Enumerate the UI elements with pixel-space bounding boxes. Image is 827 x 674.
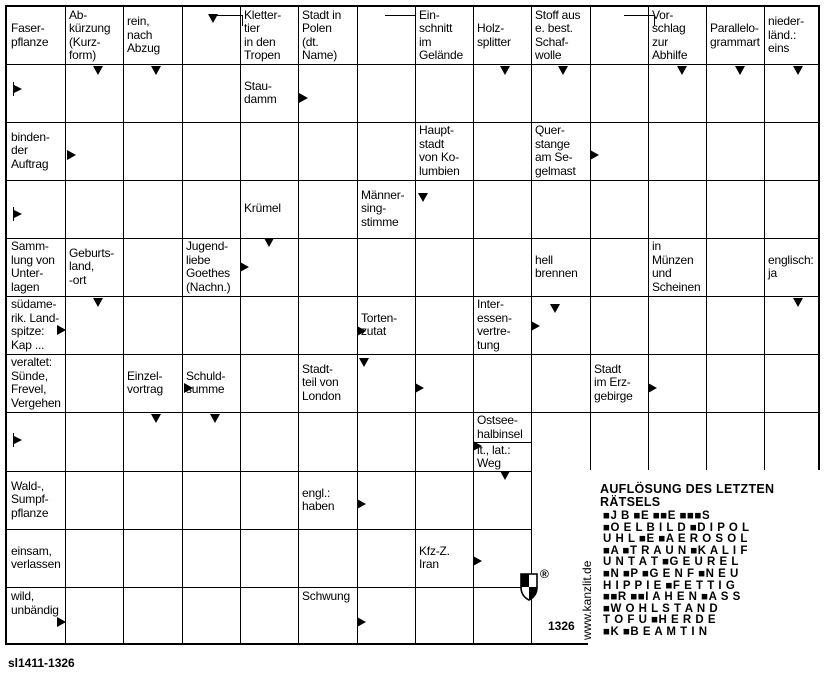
solution-row: ■W O H L S T A N D xyxy=(603,602,719,615)
down-arrow-icon xyxy=(151,414,161,423)
clue-geburtsland: Geburts- land, -ort xyxy=(69,245,115,287)
down-arrow-icon xyxy=(418,193,428,202)
clue-stoff-aus-wolle: Stoff aus e. best. Schaf- wolle xyxy=(535,8,581,62)
down-arrow-icon xyxy=(93,298,103,307)
down-arrow-icon xyxy=(210,414,220,423)
clue-faserpflanze: Faser- pflanze xyxy=(11,21,49,49)
right-arrow-icon xyxy=(531,321,540,331)
right-arrow-icon xyxy=(648,383,657,393)
grid-hline xyxy=(7,587,532,588)
clue-stadt-in-polen: Stadt in Polen (dt. Name) xyxy=(302,8,342,62)
right-arrow-icon xyxy=(67,150,76,160)
flag-arrow-icon xyxy=(14,85,22,93)
right-arrow-icon xyxy=(57,617,66,627)
right-arrow-icon xyxy=(357,499,366,509)
arrow-connector xyxy=(624,15,655,26)
right-arrow-icon xyxy=(299,93,308,103)
clue-schwung: Schwung xyxy=(302,589,350,603)
footer-id: sl1411-1326 xyxy=(8,656,75,670)
clue-bindender-auftrag: binden- der Auftrag xyxy=(11,129,50,171)
clue-engl-haben: engl.: haben xyxy=(302,485,335,513)
clue-jugendliebe-goethes: Jugend- liebe Goethes (Nachn.) xyxy=(186,239,231,294)
grid-vline xyxy=(182,7,183,643)
registered-mark: ® xyxy=(540,567,549,581)
right-arrow-icon xyxy=(590,150,599,160)
right-arrow-icon xyxy=(473,441,482,451)
solution-title: AUFLÖSUNG DES LETZTEN RÄTSELS xyxy=(600,482,775,509)
solution-row: ■N ■P ■G E N F ■N E U xyxy=(603,568,739,580)
clue-weg-latein: it., lat.: Weg xyxy=(477,442,511,470)
clue-hell-brennen: hell brennen xyxy=(535,252,578,280)
clue-maennersingstimme: Männer- sing- stimme xyxy=(361,187,405,229)
right-arrow-icon xyxy=(57,325,66,335)
down-arrow-icon xyxy=(151,66,161,75)
solution-row: T O F U ■H E R D E xyxy=(603,614,717,627)
clue-abkuerzung: Ab- kürzung (Kurz- form) xyxy=(69,8,111,62)
puzzle-number: 1326 xyxy=(548,619,575,633)
down-arrow-icon xyxy=(677,66,687,75)
website-link[interactable]: www.kanzlit.de xyxy=(580,560,594,640)
solution-row: H I P P I E ■F E T T I G xyxy=(603,579,736,592)
clue-staudamm: Stau- damm xyxy=(244,78,277,106)
clue-klettertier: Kletter- tier in den Tropen xyxy=(244,8,282,62)
right-arrow-icon xyxy=(357,617,366,627)
down-arrow-icon xyxy=(359,358,369,367)
solution-row: ■A ■T R A U N ■K A L I F xyxy=(603,544,748,557)
clue-schuldsumme: Schuld- summe xyxy=(186,368,226,396)
right-arrow-icon xyxy=(240,262,249,272)
grid-hline xyxy=(7,64,818,65)
clue-hauptstadt-kolumbien: Haupt- stadt von Ko- lumbien xyxy=(419,123,460,178)
heraldic-shield-icon xyxy=(520,573,538,601)
clue-stadt-erzgebirge: Stadt im Erz- gebirge xyxy=(594,361,633,403)
solution-row: ■■R ■■I A H E N ■A S S xyxy=(603,591,741,604)
clue-kfz-iran: Kfz-Z. Iran xyxy=(419,543,450,571)
solution-row: ■O E L B I L D ■D I P O L xyxy=(603,521,750,534)
arrow-connector xyxy=(212,15,243,26)
right-arrow-icon xyxy=(473,556,482,566)
solution-row: U N T A T ■G E U R E L xyxy=(603,556,739,569)
clue-holzsplitter: Holz- splitter xyxy=(477,21,511,49)
clue-kap: südame- rik. Land- spitze: Kap ... xyxy=(11,297,60,352)
clue-sammlung: Samm- lung von Unter- lagen xyxy=(11,239,55,294)
clue-interessenvertretung: Inter- essen- vertre- tung xyxy=(477,297,512,352)
clue-einschnitt: Ein- schnitt im Gelände xyxy=(419,8,463,62)
grid-hline xyxy=(7,122,818,123)
down-arrow-icon xyxy=(550,304,560,313)
solution-row: ■K ■B E A M T I N xyxy=(603,626,708,638)
down-arrow-icon xyxy=(500,471,510,480)
down-arrow-icon xyxy=(93,66,103,75)
clue-suende: veraltet: Sünde, Frevel, Vergehen xyxy=(11,355,61,410)
down-arrow-icon xyxy=(500,66,510,75)
clue-in-muenzen: in Münzen und Scheinen xyxy=(652,239,701,294)
clue-wald-sumpfpflanze: Wald-, Sumpf- pflanze xyxy=(11,478,49,520)
right-arrow-icon xyxy=(415,383,424,393)
down-arrow-icon xyxy=(735,66,745,75)
clue-stadtteil-london: Stadt- teil von London xyxy=(302,361,341,403)
right-arrow-icon xyxy=(184,383,193,393)
clue-rein-nach-abzug: rein, nach Abzug xyxy=(127,14,161,56)
solution-panel xyxy=(588,470,820,645)
clue-einsam: einsam, verlassen xyxy=(11,543,61,571)
clue-tortenzutat: Torten- zutat xyxy=(361,310,397,338)
grid-vline xyxy=(706,7,707,471)
grid-vline xyxy=(123,7,124,643)
down-arrow-icon xyxy=(793,298,803,307)
clue-parallelogramm: Parallelo- grammart xyxy=(710,21,760,49)
grid-hline xyxy=(7,471,532,472)
arrow-connector xyxy=(385,15,416,26)
clue-englisch-ja: englisch: ja xyxy=(768,252,814,280)
clue-wild: wild, unbändig xyxy=(11,589,59,617)
down-arrow-icon xyxy=(793,66,803,75)
solution-row: U H L ■E ■A E R O S O L xyxy=(603,533,748,546)
clue-querstange: Quer- stange am Se- gelmast xyxy=(535,123,576,178)
solution-row: ■J B ■E ■■E ■■■S xyxy=(603,510,711,522)
flag-arrow-icon xyxy=(14,436,22,444)
clue-ostseehalbinsel: Ostsee- halbinsel xyxy=(477,413,523,441)
clue-vorschlag: Vor- schlag zur Abhilfe xyxy=(652,8,688,62)
clue-niederlaendisch-eins: nieder- länd.: eins xyxy=(768,14,804,56)
clue-kruemel: Krümel xyxy=(244,201,281,216)
right-arrow-icon xyxy=(357,326,366,336)
grid-hline xyxy=(7,412,818,413)
down-arrow-icon xyxy=(558,66,568,75)
clue-einzelvortrag: Einzel- vortrag xyxy=(127,368,163,396)
flag-arrow-icon xyxy=(14,210,22,218)
down-arrow-icon xyxy=(264,238,274,247)
